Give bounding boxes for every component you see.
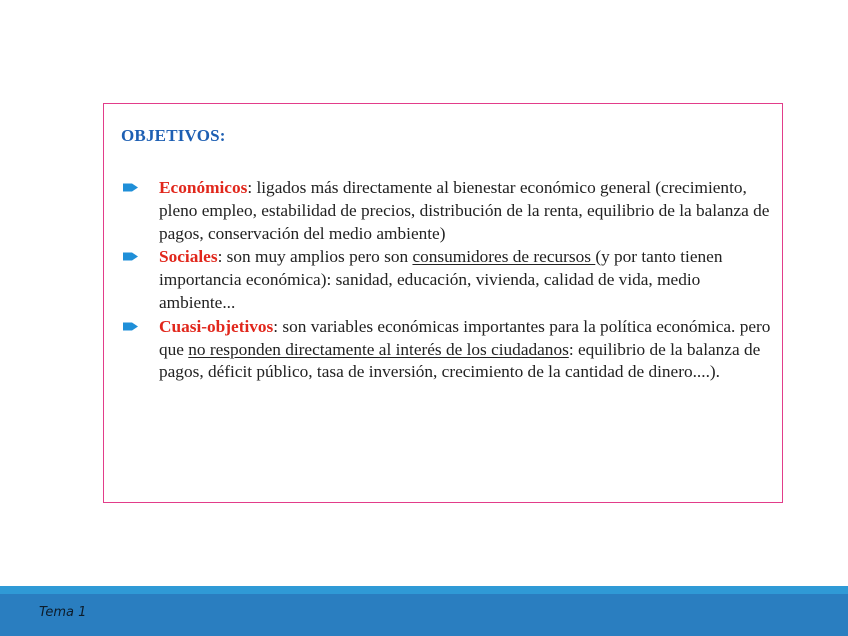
item-text: (y por tanto tienen importancia económica): sanidad, educación, vivienda, calidad de vida, medio ambiente... <box>159 247 723 312</box>
item-underlined-text: consumidores de recursos <box>412 247 596 267</box>
item-underlined-text: no responden directamente al interés de los ciudadanos <box>188 339 569 359</box>
footer-bar <box>0 594 848 636</box>
arrow-bullet-icon <box>123 182 139 193</box>
list-item <box>121 316 771 384</box>
list-item <box>121 246 771 314</box>
list-item <box>121 177 771 245</box>
item-term: Sociales <box>159 247 218 267</box>
item-term: Económicos <box>159 178 248 197</box>
item-text: : ligados más directamente al bienestar económico general (crecimiento, pleno empleo, estabilidad de precios, distribución de la renta, equilibrio de la balanza de pagos, conservación del medio ambiente) <box>159 178 770 243</box>
footer-stripe <box>0 586 848 594</box>
item-text: : son muy amplios pero son <box>217 247 413 267</box>
footer-label: Tema 1 <box>39 605 87 620</box>
arrow-bullet-icon <box>123 251 139 262</box>
section-heading: OBJETIVOS: <box>121 126 226 145</box>
content-box <box>103 103 783 503</box>
objectives-list <box>121 177 771 385</box>
item-text: : son variables económicas importantes para la política económica. pero que <box>159 316 771 359</box>
item-term: Cuasi-objetivos <box>159 316 274 336</box>
item-text: : equilibrio de la balanza de pagos, déficit público, tasa de inversión, crecimiento de la cantidad de dinero....). <box>159 339 761 382</box>
arrow-bullet-icon <box>123 321 139 332</box>
